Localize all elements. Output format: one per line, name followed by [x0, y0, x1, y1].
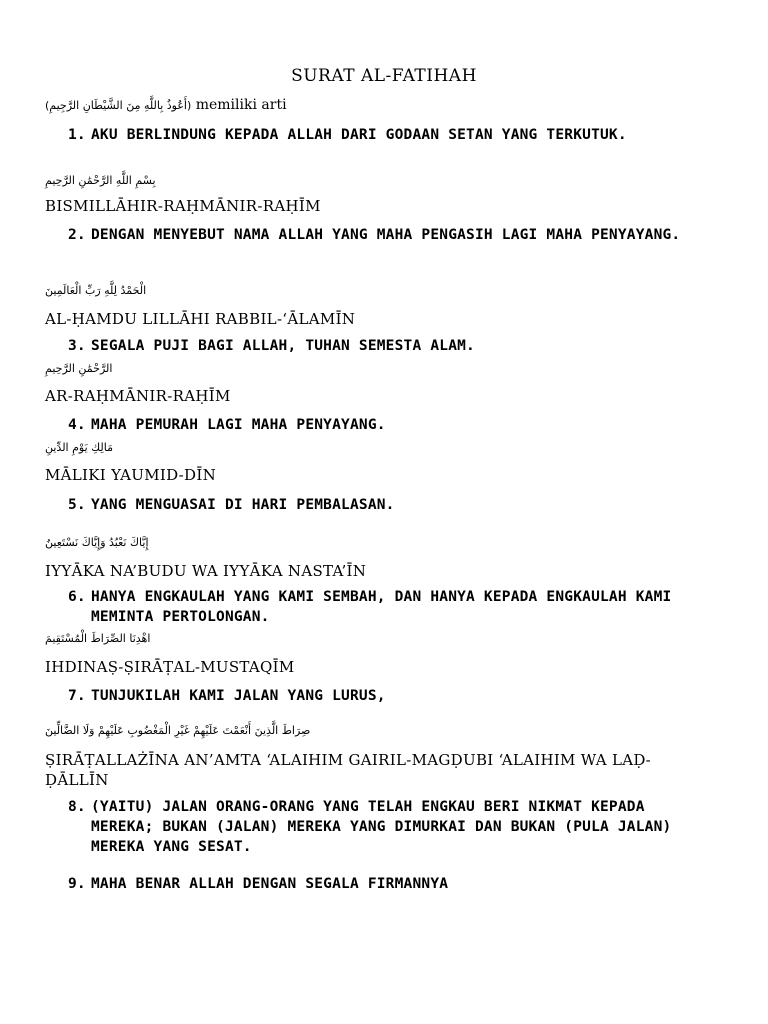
item-number: 6.: [68, 589, 86, 605]
item-number: 8.: [68, 799, 86, 815]
verse-1-arabic: بِسْمِ اللَّهِ الرَّحْمَٰنِ الرَّحِيمِ: [45, 174, 156, 187]
item-number: 7.: [68, 688, 86, 704]
item-text: SEGALA PUJI BAGI ALLAH, TUHAN SEMESTA ALAM.: [91, 338, 475, 354]
meaning-item-5: [68, 495, 708, 515]
item-number: 5.: [68, 497, 86, 513]
verse-1-latin: BISMILLĀHIR-RAḤMĀNIR-RAḤĪM: [45, 197, 321, 215]
taawudz-arabic: (أَعُوذُ بِاللَّهِ مِنَ الشَّيْطَانِ الرَّجِيمِ): [45, 99, 192, 112]
item-text: YANG MENGUASAI DI HARI PEMBALASAN.: [91, 497, 395, 513]
meaning-item-8: [68, 797, 708, 857]
item-text: (YAITU) JALAN ORANG-ORANG YANG TELAH ENGKAU BERI NIKMAT KEPADA MEREKA; BUKAN (JALAN) MEREKA YANG DIMURKAI DAN BUKAN (PULA JALAN) MEREKA YANG SESAT.: [91, 799, 672, 855]
verse-3-latin: AR-RAḤMĀNIR-RAḤĪM: [45, 387, 231, 405]
meaning-item-3: [68, 336, 708, 356]
item-number: 4.: [68, 417, 86, 433]
verse-7-latin: ṢIRĀṬALLAŻĪNA AN’AMTA ‘ALAIHIM GAIRIL-MAGḌUBI ‘ALAIHIM WA LAḌ-ḌĀLLĪN: [45, 751, 652, 789]
item-text: DENGAN MENYEBUT NAMA ALLAH YANG MAHA PENGASIH LAGI MAHA PENYAYANG.: [91, 227, 681, 243]
verse-3-arabic: الرَّحْمَٰنِ الرَّحِيمِ: [45, 362, 113, 375]
verse-2-arabic: الْحَمْدُ لِلَّهِ رَبِّ الْعَالَمِينَ: [45, 284, 147, 297]
meaning-item-1: [68, 125, 708, 145]
item-number: 3.: [68, 338, 86, 354]
item-text: HANYA ENGKAULAH YANG KAMI SEMBAH, DAN HANYA KEPADA ENGKAULAH KAMI MEMINTA PERTOLONGAN.: [91, 589, 672, 625]
item-text: MAHA BENAR ALLAH DENGAN SEGALA FIRMANNYA: [91, 876, 449, 892]
verse-2-latin: AL-ḤAMDU LILLĀHI RABBIL-‘ĀLAMĪN: [45, 310, 356, 328]
item-number: 9.: [68, 876, 86, 892]
item-text: AKU BERLINDUNG KEPADA ALLAH DARI GODAAN SETAN YANG TERKUTUK.: [91, 127, 627, 143]
document-title: SURAT AL-FATIHAH: [291, 66, 477, 86]
verse-5-latin: IYYĀKA NA’BUDU WA IYYĀKA NASTA’ĪN: [45, 562, 367, 580]
item-number: 2.: [68, 227, 86, 243]
meaning-item-9: [68, 874, 708, 894]
verse-6-latin: IHDINAṢ-ṢIRĀṬAL-MUSTAQĪM: [45, 658, 295, 676]
verse-5-arabic: إِيَّاكَ نَعْبُدُ وَإِيَّاكَ نَسْتَعِينُ: [45, 536, 149, 549]
item-number: 1.: [68, 127, 86, 143]
meaning-item-6: [68, 587, 708, 627]
item-text: TUNJUKILAH KAMI JALAN YANG LURUS,: [91, 688, 386, 704]
meaning-item-7: [68, 686, 708, 706]
verse-6-arabic: اهْدِنَا الصِّرَاطَ الْمُسْتَقِيمَ: [45, 632, 151, 645]
meaning-item-4: [68, 415, 708, 435]
item-text: MAHA PEMURAH LAGI MAHA PENYAYANG.: [91, 417, 386, 433]
verse-7-arabic: صِرَاطَ الَّذِينَ أَنْعَمْتَ عَلَيْهِمْ غَيْرِ الْمَغْضُوبِ عَلَيْهِمْ وَلَا الضَّالِّينَ: [45, 724, 311, 737]
verse-4-latin: MĀLIKI YAUMID-DĪN: [45, 466, 217, 484]
verse-4-arabic: مَالِكِ يَوْمِ الدِّينِ: [45, 441, 114, 454]
intro-line: [45, 97, 287, 113]
intro-text: memiliki arti: [195, 97, 287, 113]
meaning-item-2: [68, 225, 708, 245]
